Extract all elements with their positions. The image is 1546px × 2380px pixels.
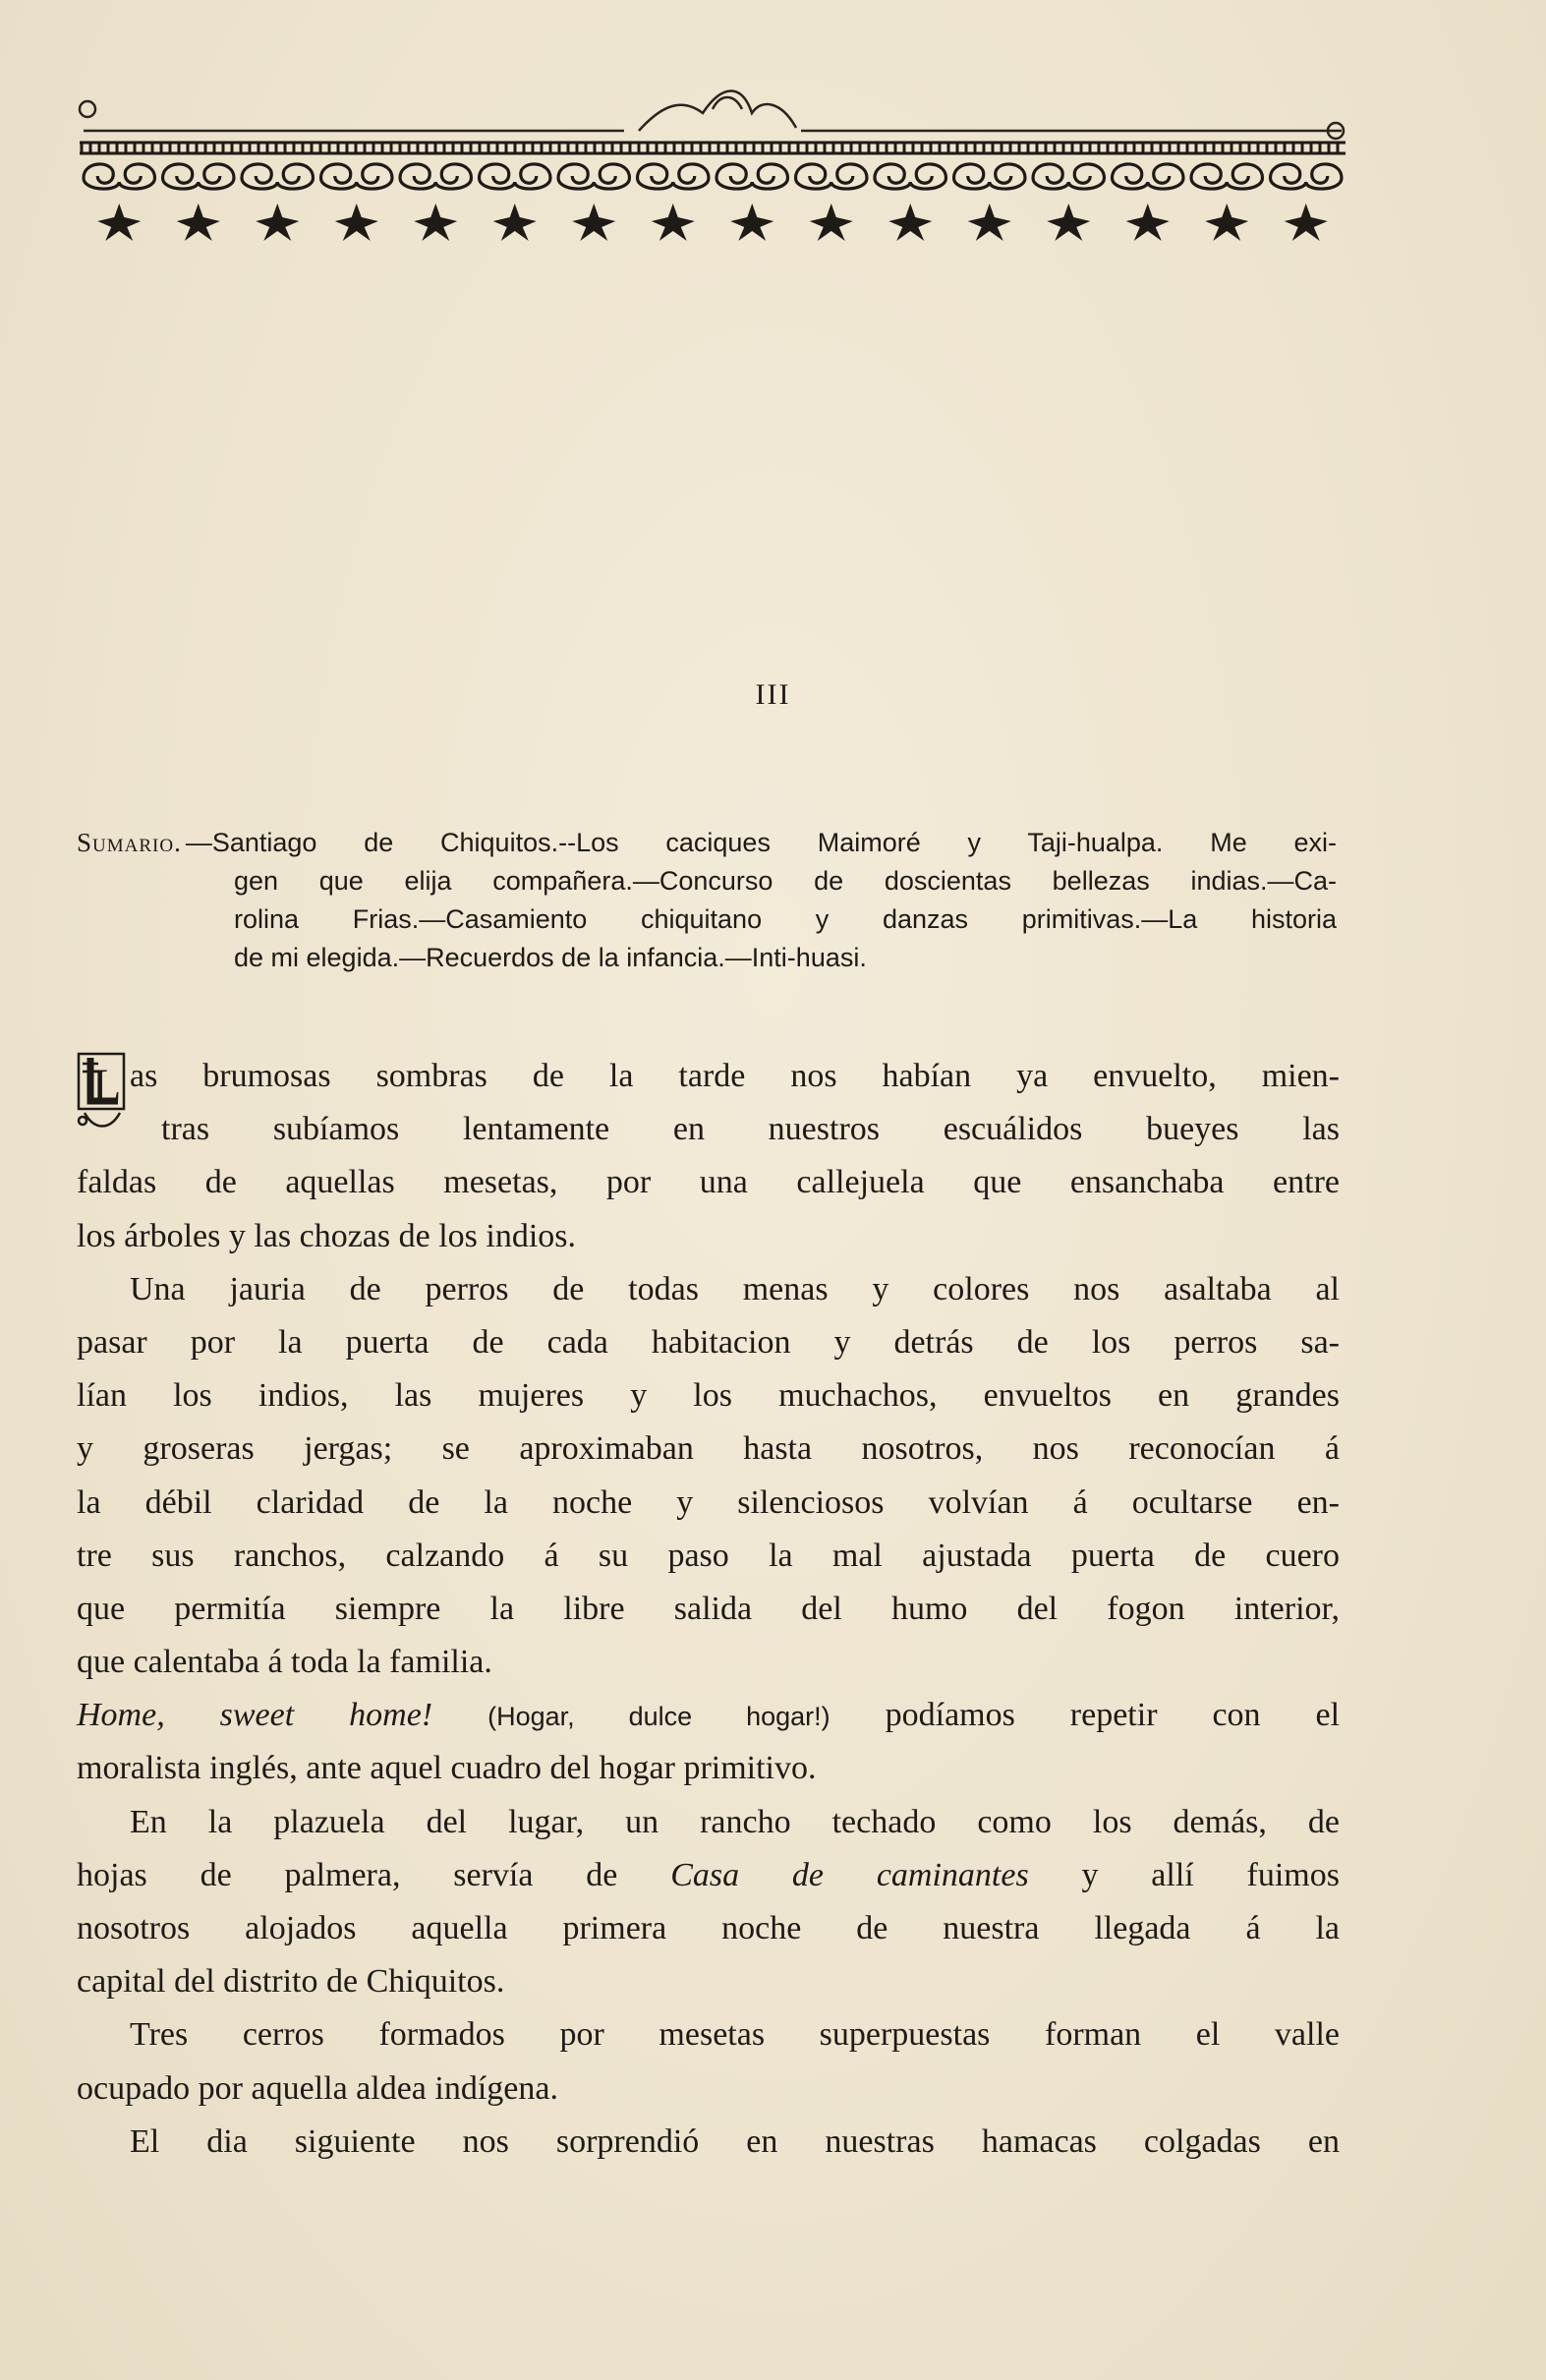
summary-line: rolina Frias.—Casamiento chiquitano y danzas primitivas.—La historia bbox=[234, 904, 1337, 934]
body-text bbox=[77, 1050, 1340, 2169]
italic-phrase: Home, sweet home! bbox=[77, 1697, 433, 1734]
body-line: ocupado por aquella aldea indígena. bbox=[77, 2069, 558, 2107]
body-line: que calentaba á toda la familia. bbox=[77, 1644, 492, 1681]
body-line: moralista inglés, ante aquel cuadro del hogar primitivo. bbox=[77, 1750, 817, 1787]
summary-line: Sumario. —Santiago de Chiquitos.--Los caciques Maimoré y Taji-hualpa. Me exi- bbox=[77, 828, 1337, 857]
body-line: tras subíamos lentamente en nuestros escuálidos bueyes las bbox=[161, 1111, 1340, 1148]
chapter-summary bbox=[77, 824, 1337, 977]
body-line: lían los indios, las mujeres y los muchachos, envueltos en grandes bbox=[77, 1377, 1340, 1415]
body-line: En la plazuela del lugar, un rancho techado como los demás, de bbox=[130, 1803, 1340, 1840]
body-line: nosotros alojados aquella primera noche de nuestra llegada á la bbox=[77, 1910, 1340, 1946]
chapter-number: III bbox=[755, 678, 791, 711]
body-line: as brumosas sombras de la tarde nos habían ya envuelto, mien- bbox=[130, 1058, 1340, 1094]
body-line: Tres cerros formados por mesetas superpuestas forman el valle bbox=[130, 2016, 1340, 2054]
ornamental-header-icon bbox=[74, 84, 1351, 251]
body-line: capital del distrito de Chiquitos. bbox=[77, 1963, 505, 2001]
body-line: faldas de aquellas mesetas, por una callejuela que ensanchaba entre bbox=[77, 1164, 1340, 1201]
summary-label: Sumario. bbox=[77, 828, 182, 857]
body-line: El dia siguiente nos sorprendió en nuestras hamacas colgadas en bbox=[130, 2122, 1340, 2160]
body-line: Home, sweet home! (Hogar, dulce hogar!) podíamos repetir con el bbox=[77, 1697, 1341, 1734]
summary-line: gen que elija compañera.—Concurso de doscientas bellezas indias.—Ca- bbox=[234, 866, 1337, 896]
translation-note: (Hogar, dulce hogar!) bbox=[487, 1702, 830, 1732]
body-line: Una jauria de perros de todas menas y colores nos asaltaba al bbox=[130, 1270, 1340, 1307]
body-line: que permitía siempre la libre salida del humo del fogon interior, bbox=[77, 1590, 1340, 1627]
summary-line: de mi elegida.—Recuerdos de la infancia.—Inti-huasi. bbox=[234, 943, 867, 972]
body-line: los árboles y las chozas de los indios. bbox=[77, 1217, 577, 1254]
body-line: tre sus ranchos, calzando á su paso la mal ajustada puerta de cuero bbox=[77, 1537, 1340, 1574]
body-line: la débil claridad de la noche y silenciosos volvían á ocultarse en- bbox=[77, 1483, 1340, 1521]
svg-text:L: L bbox=[92, 1060, 122, 1112]
italic-phrase: Casa de caminantes bbox=[670, 1856, 1029, 1893]
body-line: pasar por la puerta de cada habitacion y detrás de los perros sa- bbox=[77, 1323, 1340, 1361]
body-line: y groseras jergas; se aproximaban hasta nosotros, nos reconocían á bbox=[77, 1430, 1340, 1468]
body-line: hojas de palmera, servía de Casa de caminantes y allí fuimos bbox=[77, 1856, 1340, 1893]
